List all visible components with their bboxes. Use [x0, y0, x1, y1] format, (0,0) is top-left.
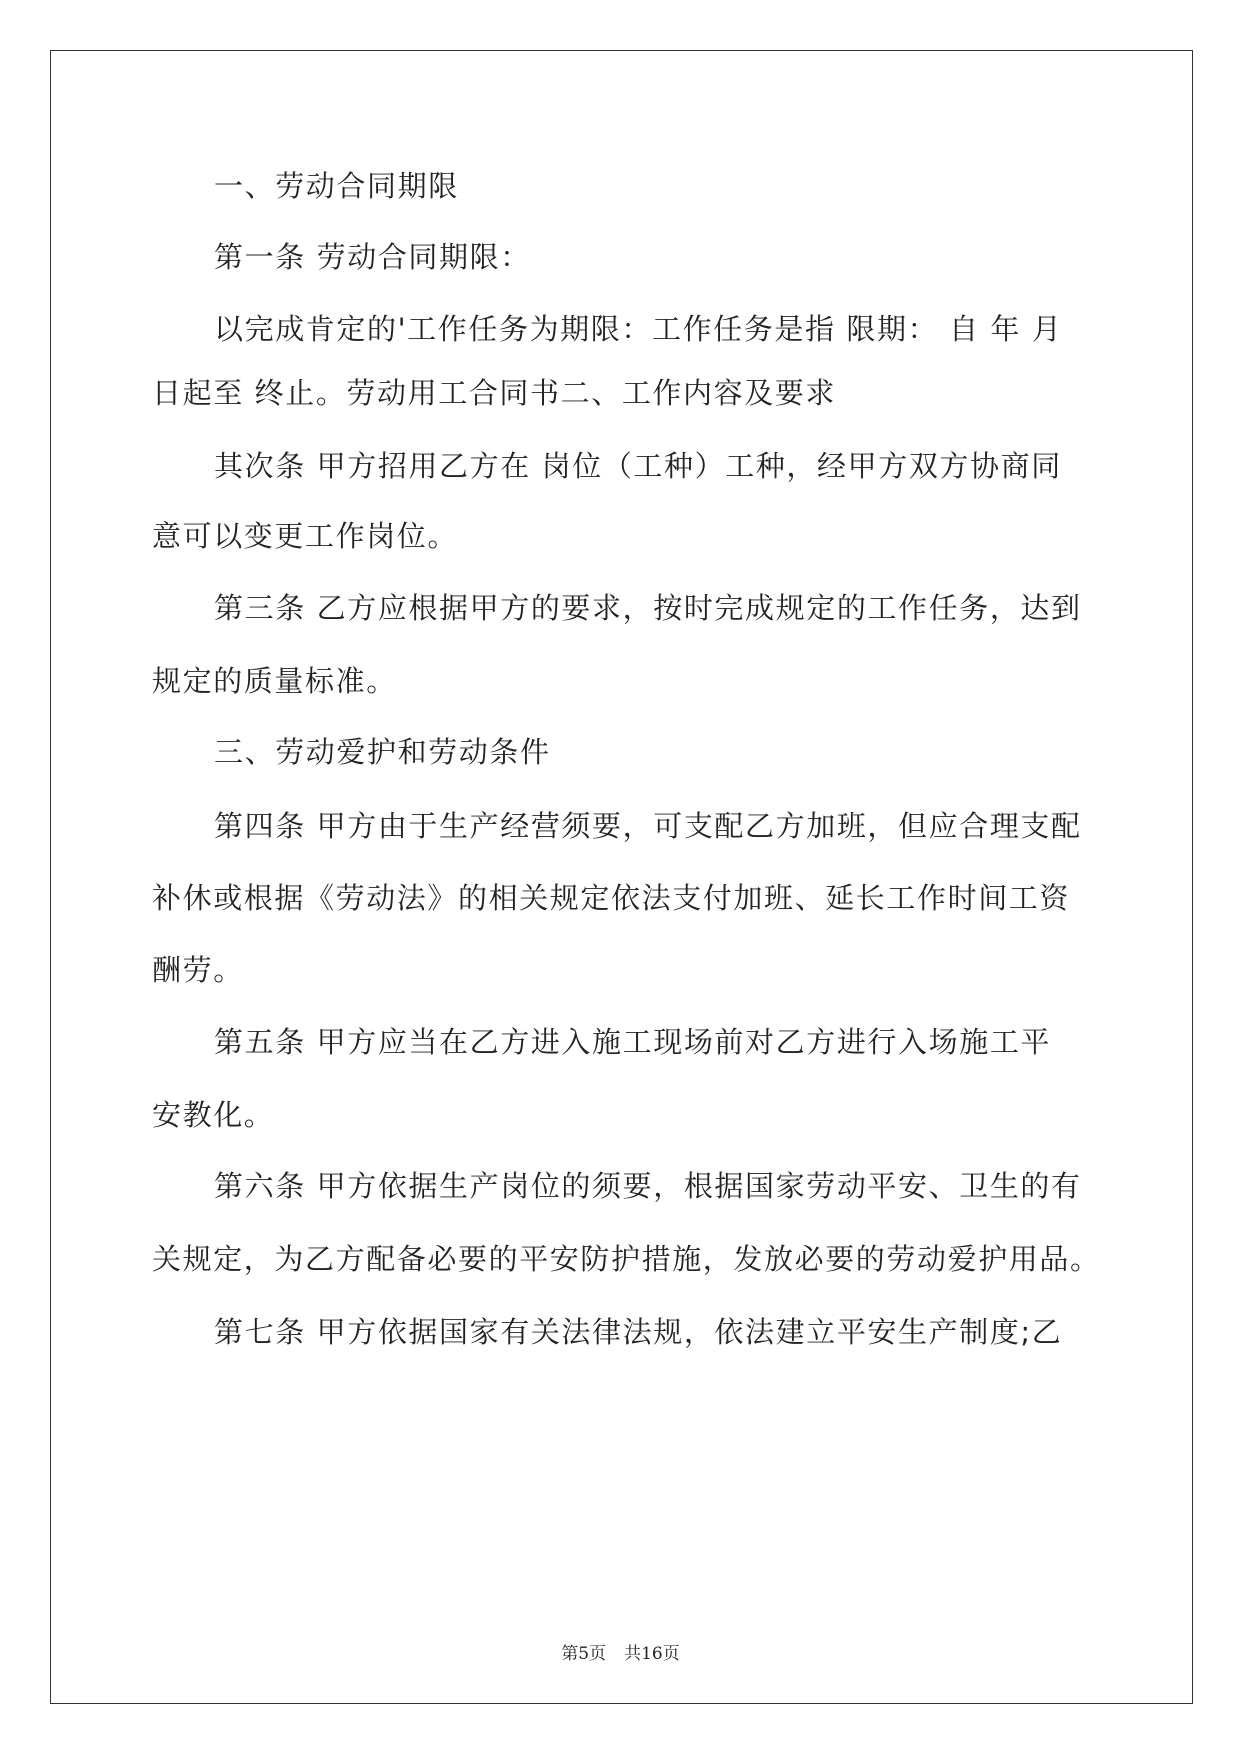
paragraph-line: 第四条 甲方由于生产经营须要，可支配乙方加班，但应合理支配 — [214, 809, 1082, 843]
section-heading-3: 三、劳动爱护和劳动条件 — [214, 735, 551, 769]
page-footer — [0, 1643, 1241, 1665]
paragraph-line: 补休或根据《劳动法》的相关规定依法支付加班、延长工作时间工资 — [152, 881, 1071, 915]
paragraph-line: 第七条 甲方依据国家有关法律法规，依法建立平安生产制度;乙 — [214, 1315, 1063, 1349]
paragraph-line: 关规定，为乙方配备必要的平安防护措施，发放必要的劳动爱护用品。 — [152, 1242, 1101, 1276]
page-number: 第5页 — [561, 1644, 607, 1664]
page-border — [50, 50, 1193, 1704]
section-heading-1: 一、劳动合同期限 — [214, 169, 459, 203]
paragraph-line: 酬劳。 — [152, 953, 244, 987]
paragraph-line: 安教化。 — [152, 1098, 275, 1132]
total-pages: 共16页 — [624, 1644, 680, 1664]
paragraph-line: 意可以变更工作岗位。 — [152, 519, 459, 553]
paragraph-line: 规定的质量标准。 — [152, 664, 397, 698]
paragraph-line: 第三条 乙方应根据甲方的要求，按时完成规定的工作任务，达到 — [214, 591, 1082, 625]
paragraph-line: 以完成肯定的'工作任务为期限：工作任务是指 限期： 自 年 月 — [214, 312, 1063, 346]
paragraph-line: 第五条 甲方应当在乙方进入施工现场前对乙方进行入场施工平 — [214, 1025, 1052, 1059]
paragraph-line: 日起至 终止。劳动用工合同书二、工作内容及要求 — [152, 376, 837, 410]
article-1-title: 第一条 劳动合同期限： — [214, 240, 531, 274]
paragraph-line: 其次条 甲方招用乙方在 岗位（工种）工种，经甲方双方协商同 — [214, 449, 1062, 483]
paragraph-line: 第六条 甲方依据生产岗位的须要，根据国家劳动平安、卫生的有 — [214, 1169, 1082, 1203]
